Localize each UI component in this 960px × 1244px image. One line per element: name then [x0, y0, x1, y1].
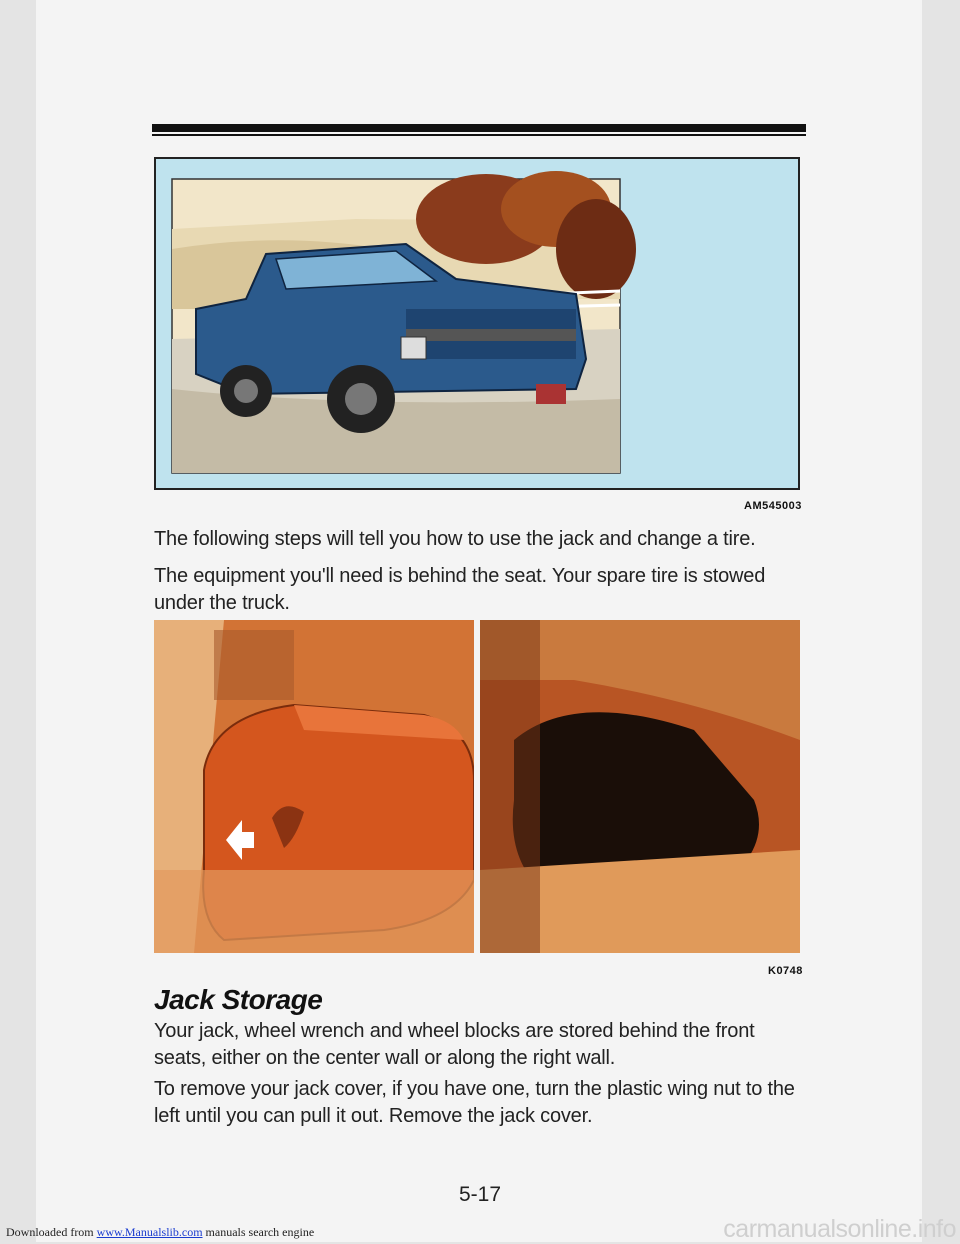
cover-paragraph: To remove your jack cover, if you have one, turn the plastic wing nut to the left until you can pull it out. Remove the jack cover. [154, 1078, 795, 1127]
equipment-paragraph: The equipment you'll need is behind the seat. Your spare tire is stowed under the truck. [154, 565, 766, 614]
top-rule [152, 124, 806, 132]
truck-figure-code: AM545003 [744, 500, 802, 512]
footer-suffix: manuals search engine [205, 1225, 315, 1239]
page-number: 5-17 [458, 1183, 502, 1206]
jack-storage-photos [154, 620, 800, 953]
truck-illustration [154, 157, 800, 490]
intro-paragraph: The following steps will tell you how to use the jack and change a tire. [154, 528, 756, 550]
site-watermark: carmanualsonline.info [723, 1215, 956, 1243]
download-footer [6, 1225, 314, 1240]
jack-figure-code: K0748 [768, 965, 803, 977]
footer-prefix: Downloaded from [6, 1225, 94, 1239]
top-rule-thin [152, 134, 806, 136]
manualslib-link[interactable]: www.Manualslib.com [96, 1225, 203, 1239]
section-heading: Jack Storage [154, 984, 323, 1015]
storage-paragraph: Your jack, wheel wrench and wheel blocks are stored behind the front seats, either on the center wall or along the right wall. [154, 1020, 755, 1069]
